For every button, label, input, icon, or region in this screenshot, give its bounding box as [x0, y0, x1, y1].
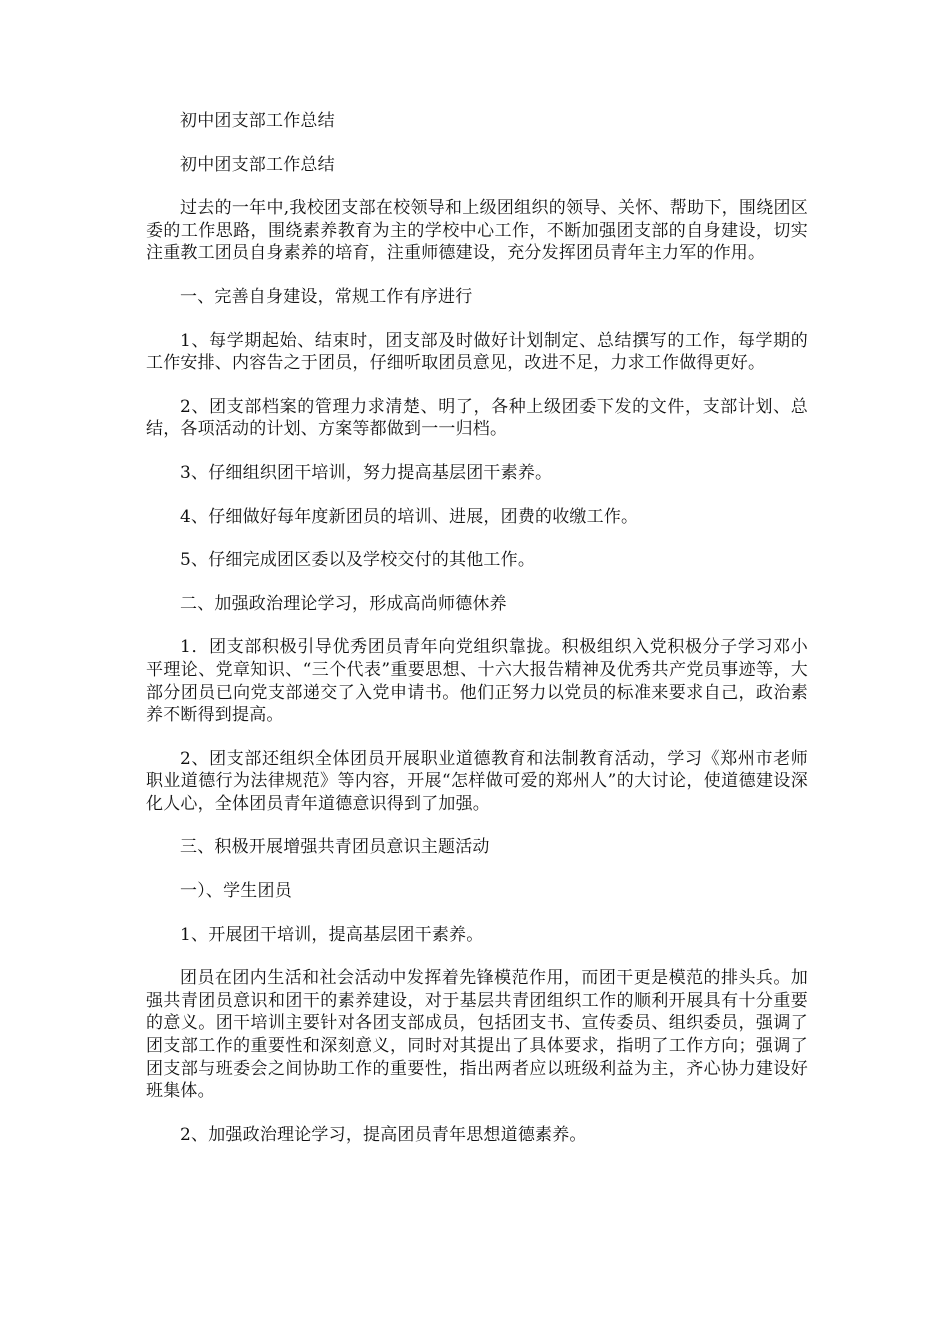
subsection-heading: 一）、学生团员 — [180, 881, 292, 902]
paragraph-2-2: 2、团支部还组织全体团员开展职业道德教育和法制教育活动，学习《郑州市老师职业道德行为法律规范》等内容，开展“怎样做可爱的郑州人”的大讨论，使道德建设深化人心，全体团员青年道德意识得到了加强。 — [146, 748, 808, 814]
document-body — [146, 110, 808, 1167]
paragraph-1-2: 2、团支部档案的管理力求清楚、明了，各种上级团委下发的文件，支部计划、总结，各项活动的计划、方案等都做到一一归档。 — [146, 396, 808, 440]
paragraph-3-1-body: 团员在团内生活和社会活动中发挥着先锋模范作用，而团干更是模范的排头兵。加强共青团员意识和团干的素养建设，对于基层共青团组织工作的顺利开展具有十分重要的意义。团干培训主要针对各团支部成员，包括团支书、宣传委员、组织委员，强调了团支部工作的重要性和深刻意义，同时对其提出了具体要求，指明了工作方向；强调了团支部与班委会之间协助工作的重要性，指出两者应以班级利益为主，齐心协力建设好班集体。 — [146, 968, 808, 1102]
paragraph-1-4: 4、仔细做好每年度新团员的培训、进展，团费的收缴工作。 — [180, 506, 639, 527]
paragraph-1-5: 5、仔细完成团区委以及学校交付的其他工作。 — [180, 550, 536, 571]
subtitle: 初中团支部工作总结 — [180, 154, 335, 175]
section-heading-2: 二、加强政治理论学习，形成高尚师德休养 — [180, 593, 507, 614]
section-heading-1: 一、完善自身建设，常规工作有序进行 — [180, 286, 473, 307]
document-title: 初中团支部工作总结 — [180, 111, 335, 131]
section-heading-3: 三、积极开展增强共青团员意识主题活动 — [180, 837, 490, 858]
paragraph-1-1: 1、每学期起始、结束时，团支部及时做好计划制定、总结撰写的工作，每学期的工作安排、内容告之于团员，仔细听取团员意见，改进不足，力求工作做得更好。 — [146, 330, 808, 374]
paragraph-1-3: 3、仔细组织团干培训，努力提高基层团干素养。 — [180, 462, 553, 483]
paragraph-2-1: 1．团支部积极引导优秀团员青年向党组织靠拢。积极组织入党积极分子学习邓小平理论、党章知识、“三个代表”重要思想、十六大报告精神及优秀共产党员事迹等，大部分团员已向党支部递交了入党申请书。他们正努力以党员的标准来要求自己，政治素养不断得到提高。 — [146, 637, 808, 726]
paragraph-3-2: 2、加强政治理论学习，提高团员青年思想道德素养。 — [180, 1124, 587, 1145]
paragraph-3-1: 1、开展团干培训，提高基层团干素养。 — [180, 924, 484, 945]
intro-paragraph: 过去的一年中,我校团支部在校领导和上级团组织的领导、关怀、帮助下，围绕团区委的工作思路，围绕素养教育为主的学校中心工作，不断加强团支部的自身建设，切实注重教工团员自身素养的培育，注重师德建设，充分发挥团员青年主力军的作用。 — [146, 198, 808, 264]
